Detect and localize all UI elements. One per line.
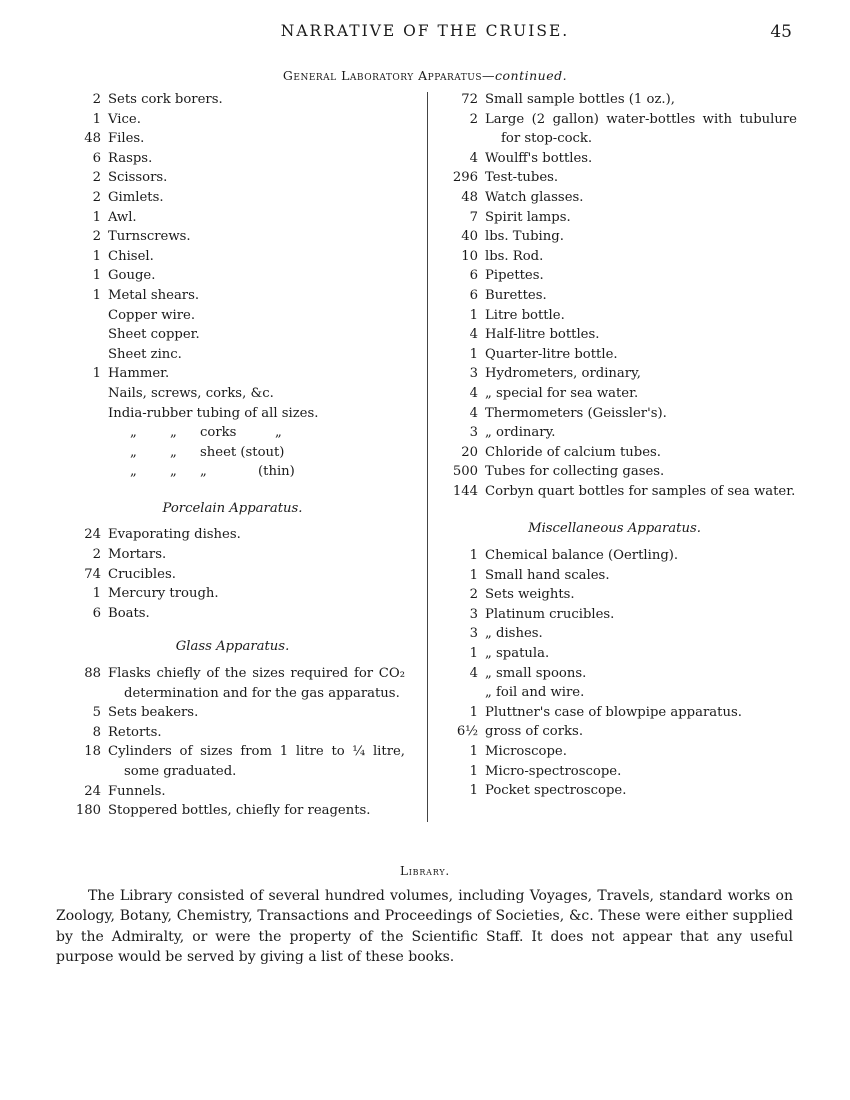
item-quantity: 2 xyxy=(92,189,101,205)
item-quantity: 48 xyxy=(84,131,101,147)
page-number: 45 xyxy=(770,22,792,42)
item-description: Burettes. xyxy=(485,287,547,303)
item-description: „ dishes. xyxy=(485,626,543,642)
item-quantity: 1 xyxy=(469,646,478,662)
list-item xyxy=(432,90,797,110)
list-item xyxy=(432,149,797,169)
column-divider xyxy=(427,92,428,822)
list-item xyxy=(432,462,797,482)
item-quantity: 5 xyxy=(92,705,101,721)
item-quantity: 4 xyxy=(469,405,478,421)
library-title: Library. xyxy=(399,864,451,878)
list-item xyxy=(60,565,405,585)
item-description: Cylinders of sizes from 1 litre to ¼ litre, some graduated. xyxy=(108,744,405,779)
item-quantity: 1 xyxy=(92,268,101,284)
item-description: „ special for sea water. xyxy=(485,385,639,401)
item-description: lbs. Rod. xyxy=(485,248,544,264)
list-item xyxy=(432,742,797,762)
list-item xyxy=(432,722,797,742)
item-description: „ foil and wire. xyxy=(485,685,585,701)
glass-heading: Glass Apparatus. xyxy=(175,639,290,655)
item-description: Awl. xyxy=(108,209,137,225)
list-item xyxy=(60,525,405,545)
ditto-item-text: sheet (stout) xyxy=(200,444,285,460)
ditto-mark: „ xyxy=(170,425,177,441)
list-item xyxy=(60,703,405,723)
item-description: Mercury trough. xyxy=(108,586,219,602)
list-item xyxy=(60,364,405,384)
item-quantity: 72 xyxy=(461,92,478,107)
list-item xyxy=(432,781,797,801)
item-description: Sets weights. xyxy=(485,587,575,603)
item-description: Files. xyxy=(108,131,145,147)
ditto-row xyxy=(60,462,405,482)
list-item xyxy=(60,306,405,326)
item-quantity: 3 xyxy=(469,366,478,382)
item-description: „ ordinary. xyxy=(485,425,556,441)
list-item xyxy=(60,545,405,565)
list-item xyxy=(432,325,797,345)
item-description: Microscope. xyxy=(485,744,567,759)
list-item xyxy=(432,364,797,384)
item-quantity: 1 xyxy=(92,209,101,225)
item-quantity: 3 xyxy=(469,425,478,441)
item-quantity: 10 xyxy=(461,248,478,264)
item-description: Retorts. xyxy=(108,724,162,740)
item-description: Quarter-litre bottle. xyxy=(485,346,618,362)
item-description: „ spatula. xyxy=(485,646,550,662)
item-quantity: 1 xyxy=(469,548,478,564)
list-item xyxy=(432,384,797,404)
list-item xyxy=(432,624,797,644)
item-description: Chisel. xyxy=(108,248,154,264)
item-description: Nails, screws, corks, &c. xyxy=(108,385,274,401)
item-description: Chemical balance (Oertling). xyxy=(485,548,679,564)
list-item xyxy=(432,762,797,782)
list-item xyxy=(60,168,405,188)
section-title xyxy=(0,68,850,83)
list-item xyxy=(60,129,405,149)
list-item xyxy=(432,664,797,684)
item-quantity: 500 xyxy=(452,464,478,480)
item-quantity: 4 xyxy=(469,327,478,343)
list-item xyxy=(432,605,797,625)
item-description: lbs. Tubing. xyxy=(485,229,564,245)
list-item xyxy=(60,110,405,130)
rubber-tubing-ditto-list xyxy=(60,423,405,482)
item-quantity: 1 xyxy=(469,783,478,799)
list-item xyxy=(432,168,797,188)
item-quantity: 24 xyxy=(84,527,101,543)
glass-list xyxy=(60,664,405,821)
item-quantity: 6½ xyxy=(456,724,478,740)
item-description: Small sample bottles (1 oz.), xyxy=(485,92,675,107)
item-quantity: 2 xyxy=(92,92,101,107)
misc-heading: Miscellaneous Apparatus. xyxy=(528,521,701,537)
right-column xyxy=(432,90,797,801)
item-quantity: 1 xyxy=(92,366,101,382)
porcelain-heading: Porcelain Apparatus. xyxy=(162,500,303,516)
item-description: Pipettes. xyxy=(485,268,544,284)
list-item xyxy=(60,723,405,743)
item-quantity: 6 xyxy=(469,287,478,303)
ditto-mark: „ xyxy=(130,425,137,441)
misc-list xyxy=(432,546,797,801)
item-description: Sets beakers. xyxy=(108,705,199,721)
item-quantity: 1 xyxy=(469,763,478,779)
page-header xyxy=(0,22,850,44)
section-title-main: General Laboratory Apparatus— xyxy=(282,68,496,83)
item-description: „ small spoons. xyxy=(485,665,587,681)
list-item xyxy=(432,110,797,149)
list-item xyxy=(60,404,405,424)
ditto-mark: „ xyxy=(275,425,282,441)
item-description: Stoppered bottles, chiefly for reagents. xyxy=(108,803,371,819)
list-item xyxy=(60,742,405,781)
item-description: Litre bottle. xyxy=(485,307,565,323)
list-item xyxy=(432,306,797,326)
item-quantity: 8 xyxy=(92,724,101,740)
item-description: India-rubber tubing of all sizes. xyxy=(108,405,319,421)
item-quantity: 24 xyxy=(84,783,101,799)
item-description: Half-litre bottles. xyxy=(485,327,600,343)
running-title: NARRATIVE OF THE CRUISE. xyxy=(280,22,570,40)
list-item xyxy=(60,286,405,306)
item-description: Thermometers (Geissler's). xyxy=(485,405,667,421)
item-quantity: 4 xyxy=(469,150,478,166)
item-quantity: 1 xyxy=(92,111,101,127)
item-description: Evaporating dishes. xyxy=(108,527,241,543)
list-item xyxy=(432,286,797,306)
list-item xyxy=(60,664,405,703)
item-quantity: 3 xyxy=(469,626,478,642)
list-item xyxy=(432,345,797,365)
item-quantity: 4 xyxy=(469,665,478,681)
list-item xyxy=(60,188,405,208)
ditto-mark: „ xyxy=(130,444,137,460)
item-quantity: 1 xyxy=(469,704,478,720)
item-description: Large (2 gallon) water-bottles with tubulure for stop-cock. xyxy=(485,111,797,147)
item-description: Sheet copper. xyxy=(108,327,200,343)
item-description: Crucibles. xyxy=(108,566,176,582)
left-column xyxy=(60,90,405,821)
list-item xyxy=(432,227,797,247)
list-item xyxy=(432,482,797,502)
ditto-item-text: corks xyxy=(200,425,237,441)
general-apparatus-list-continued xyxy=(432,90,797,501)
item-description: Micro-spectroscope. xyxy=(485,763,622,779)
item-quantity: 2 xyxy=(92,170,101,186)
item-description: Spirit lamps. xyxy=(485,209,571,225)
item-description: Pluttner's case of blowpipe apparatus. xyxy=(485,704,742,720)
item-quantity: 4 xyxy=(469,385,478,401)
item-quantity: 1 xyxy=(469,567,478,583)
item-description: Corbyn quart bottles for samples of sea water. xyxy=(485,483,796,499)
general-apparatus-list xyxy=(60,90,405,423)
item-quantity: 2 xyxy=(92,547,101,563)
item-description: Tubes for collecting gases. xyxy=(485,464,665,480)
item-description: Mortars. xyxy=(108,547,167,563)
item-description: Platinum crucibles. xyxy=(485,606,615,622)
item-quantity: 3 xyxy=(469,606,478,622)
item-description: Rasps. xyxy=(108,150,153,166)
item-quantity: 6 xyxy=(92,150,101,166)
list-item xyxy=(432,404,797,424)
item-description: Sets cork borers. xyxy=(108,92,223,107)
item-description: Hammer. xyxy=(108,366,170,382)
item-description: Small hand scales. xyxy=(485,567,610,583)
item-quantity: 48 xyxy=(461,189,478,205)
ditto-mark: „ xyxy=(170,444,177,460)
item-quantity: 6 xyxy=(469,268,478,284)
item-quantity: 2 xyxy=(469,111,478,127)
list-item xyxy=(60,90,405,110)
item-quantity: 74 xyxy=(84,566,101,582)
item-quantity: 144 xyxy=(452,483,478,499)
ditto-mark: „ xyxy=(130,464,137,480)
item-quantity: 6 xyxy=(92,605,101,621)
item-description: Scissors. xyxy=(108,170,168,186)
list-item xyxy=(432,443,797,463)
item-description: Chloride of calcium tubes. xyxy=(485,444,661,460)
item-description: Turnscrews. xyxy=(108,229,191,245)
list-item xyxy=(60,227,405,247)
item-description: Copper wire. xyxy=(108,307,196,323)
item-description: Gouge. xyxy=(108,268,156,284)
list-item xyxy=(432,644,797,664)
list-item xyxy=(60,604,405,624)
item-quantity: 20 xyxy=(461,444,478,460)
item-description: Watch glasses. xyxy=(485,189,584,205)
item-quantity: 1 xyxy=(469,744,478,759)
item-quantity: 1 xyxy=(469,307,478,323)
library-paragraph: The Library consisted of several hundred volumes, including Voyages, Travels, standard works on Zoology, Botany, Chemistry, Transactions and Proceedings of Societies, &c. These were either supplied by the Admiralty, or were the property of the Scientific Staff. It does not appear that any useful purpose would be served by giving a list of these books. xyxy=(56,888,793,966)
item-quantity: 296 xyxy=(452,170,478,186)
item-description: Pocket spectroscope. xyxy=(485,783,627,799)
item-quantity: 1 xyxy=(92,586,101,602)
ditto-mark: (thin) xyxy=(258,464,295,480)
list-item xyxy=(432,585,797,605)
item-quantity: 88 xyxy=(84,666,101,682)
item-description: Woulff's bottles. xyxy=(485,150,593,166)
list-item xyxy=(432,683,797,703)
porcelain-list xyxy=(60,525,405,623)
item-quantity: 180 xyxy=(75,803,101,819)
list-item xyxy=(60,208,405,228)
list-item xyxy=(60,782,405,802)
list-item xyxy=(432,188,797,208)
list-item xyxy=(432,566,797,586)
ditto-row xyxy=(60,443,405,463)
item-quantity: 7 xyxy=(469,209,478,225)
item-quantity: 40 xyxy=(461,229,478,245)
list-item xyxy=(432,266,797,286)
item-description: Funnels. xyxy=(108,783,166,799)
list-item xyxy=(60,266,405,286)
list-item xyxy=(60,345,405,365)
item-quantity: 1 xyxy=(92,248,101,264)
list-item xyxy=(432,208,797,228)
list-item xyxy=(432,423,797,443)
section-title-continued: continued. xyxy=(495,68,568,83)
list-item xyxy=(432,247,797,267)
list-item xyxy=(60,325,405,345)
list-item xyxy=(432,703,797,723)
item-quantity: 2 xyxy=(469,587,478,603)
list-item xyxy=(60,801,405,821)
item-description: gross of corks. xyxy=(485,724,584,740)
item-description: Vice. xyxy=(108,111,141,127)
item-quantity: 1 xyxy=(92,287,101,303)
item-quantity: 18 xyxy=(84,744,101,760)
item-description: Gimlets. xyxy=(108,189,164,205)
item-description: Metal shears. xyxy=(108,287,200,303)
list-item xyxy=(60,384,405,404)
item-quantity: 2 xyxy=(92,229,101,245)
ditto-row xyxy=(60,423,405,443)
list-item xyxy=(60,247,405,267)
ditto-mark: „ xyxy=(170,464,177,480)
list-item xyxy=(432,546,797,566)
ditto-item-text: „ xyxy=(200,464,207,480)
item-description: Flasks chiefly of the sizes required for CO₂ determination and for the gas apparatus. xyxy=(108,666,405,701)
item-description: Test-tubes. xyxy=(485,170,559,186)
item-description: Boats. xyxy=(108,605,150,621)
list-item xyxy=(60,149,405,169)
item-quantity: 1 xyxy=(469,346,478,362)
list-item xyxy=(60,584,405,604)
item-description: Hydrometers, ordinary, xyxy=(485,366,641,382)
item-description: Sheet zinc. xyxy=(108,346,182,362)
